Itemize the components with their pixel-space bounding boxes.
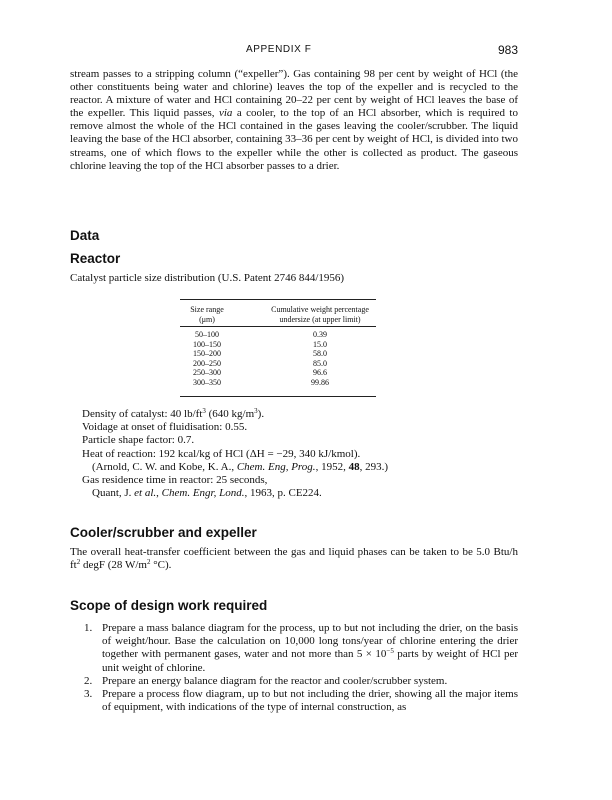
table-cell-value: 99.86: [311, 377, 329, 387]
list-item: 2. Prepare an energy balance diagram for the reactor and cooler/scrubber system.: [84, 674, 448, 687]
heat-of-reaction: Heat of reaction: 192 kcal/kg of HCl (ΔH = −29, 340 kJ/kmol).: [82, 447, 361, 460]
table-col1-header: [184, 305, 230, 324]
cooler-paragraph-block: [70, 546, 518, 572]
scope-list: [84, 622, 518, 714]
catalyst-caption: Catalyst particle size distribution (U.S. Patent 2746 844/1956): [70, 272, 345, 284]
table-range-column: [184, 330, 230, 388]
heat-reference: (Arnold, C. W. and Kobe, K. A., Chem. Eng, Prog., 1952, 48, 293.): [92, 460, 388, 473]
heading-data: Data: [70, 228, 100, 243]
col2-header-line2: undersize (at upper limit): [279, 314, 361, 324]
page-number: 983: [497, 43, 518, 57]
list-number: 1.: [84, 622, 93, 634]
cooler-paragraph: The overall heat-transfer coefficient between the gas and liquid phases can be taken to be 5.0 Btu/h $ft^2$ degF (28 $W/m^2$ °C).: [70, 546, 518, 572]
page-header: [70, 44, 518, 60]
table-cell-value: 15.0: [313, 339, 327, 349]
col1-header-line2: (μm): [199, 314, 215, 324]
intro-paragraph: stream passes to a stripping column (“expeller”). Gas containing 98 per cent by weight of HCl (the other constituents being water and chlorine) leaves the top of the expeller and is recycled to the reactor. A mixture of water and HCl containing 20–22 per cent by weight of HCl leaves the base of the expeller. This liquid passes, via a cooler, to the top of an HCl absorber, which is required to remove almost the whole of the HCl contained in the gases leaving the cooler/scrubber. The liquid leaving the base of the HCl absorber, containing 33–36 per cent by weight of HCl, is divided into two streams, one of which flows to the expeller while the other is collected as product. The gaseous chlorine leaving the top of the HCl absorber passes to a drier.: [70, 68, 518, 172]
shape-factor: Particle shape factor: 0.7.: [82, 434, 195, 447]
table-value-column: [264, 330, 376, 388]
table-cell-value: 96.6: [313, 368, 327, 378]
running-title: APPENDIX F: [246, 44, 312, 55]
heading-cooler: Cooler/scrubber and expeller: [70, 525, 257, 540]
heading-scope: Scope of design work required: [70, 598, 268, 613]
voidage: Voidage at onset of fluidisation: 0.55.: [82, 421, 248, 434]
list-number: 2.: [84, 674, 93, 687]
table-cell-range: 100–150: [193, 339, 221, 349]
intro-paragraph-block: [70, 68, 518, 173]
residence-time: Gas residence time in reactor: 25 seconds,: [82, 474, 268, 487]
table-bottom-rule: [180, 396, 376, 397]
table-cell-value: 85.0: [313, 358, 327, 368]
table-cell-range: 300–350: [193, 377, 221, 387]
table-cell-value: 58.0: [313, 349, 327, 359]
reactor-parameters: [82, 408, 388, 500]
list-item: 3. Prepare a process flow diagram, up to but not including the drier, showing all the major items of equipment, with indications of the type of internal construction, as: [84, 688, 518, 714]
table-cell-range: 150–200: [193, 349, 221, 359]
residence-reference: Quant, J. et al., Chem. Engr, Lond., 1963, p. CE224.: [92, 487, 322, 500]
table-cell-range: 50–100: [195, 330, 219, 339]
list-item: 1. Prepare a mass balance diagram for the process, up to but not including the drier, on the basis of weight/hour. Base the calculation on 10,000 long tons/year of chlorine entering the drier together with permanent gases, water and not more than $5 \times 10^{-5}$ parts by weight of HCl per unit weight of chlorine.: [84, 622, 518, 674]
table-header-rule: [180, 326, 376, 327]
table-top-rule: [180, 299, 376, 300]
catalyst-density: Density of catalyst: 40 $lb/ft^3$ (640 $kg/m^3$).: [82, 407, 265, 420]
heading-reactor: Reactor: [70, 251, 121, 266]
table-cell-range: 250–300: [193, 368, 221, 378]
table-col2-header: [264, 305, 376, 324]
col2-header-line1: Cumulative weight percentage: [271, 305, 369, 314]
list-number: 3.: [84, 688, 93, 701]
col1-header-line1: Size range: [190, 305, 224, 314]
particle-size-table: [180, 299, 376, 399]
table-cell-value: 0.39: [313, 330, 327, 339]
table-cell-range: 200–250: [193, 358, 221, 368]
